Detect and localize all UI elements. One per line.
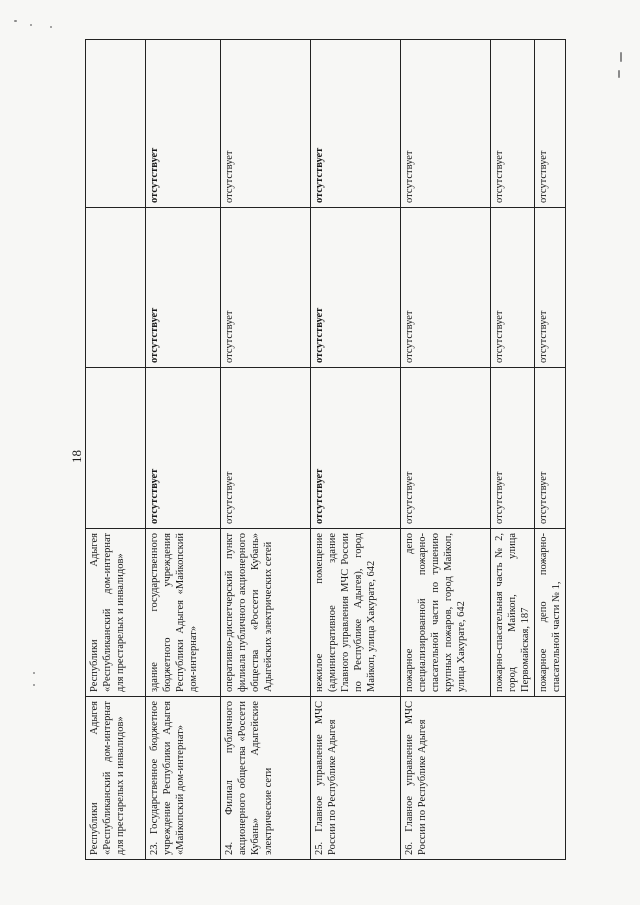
table-cell-owner: 26. Главное управление МЧС России по Республике Адыгея (401, 697, 566, 860)
scan-speck (14, 20, 17, 22)
table-cell-c5: отсутствует (491, 40, 535, 208)
page-number: 18 (69, 450, 84, 463)
table-cell-object: оперативно-диспетчерский пункт филиала публичного акционерного общества «Россети Кубань» Адыгейских электрических сетей (221, 529, 311, 697)
scan-speck (618, 70, 620, 78)
scan-speck (33, 672, 35, 674)
table-cell-c3: отсутствует (491, 368, 535, 529)
table-cell-c4: отсутствует (491, 208, 535, 368)
document-table (85, 39, 566, 860)
table-cell-c5 (86, 40, 146, 208)
table-row (311, 40, 401, 860)
table-cell-c5: отсутствует (221, 40, 311, 208)
table-cell-owner: 23. Государственное бюджетное учреждение Республики Адыгея «Майкопский дом-интернат» (146, 697, 221, 860)
scan-speck (620, 52, 622, 62)
table-cell-c4 (86, 208, 146, 368)
table-cell-c5: отсутствует (401, 40, 491, 208)
table-cell-c3: отсутствует (146, 368, 221, 529)
table-cell-object: пожарное депо специализированной пожарно-спасательной части по тушению крупных пожаров, город Майкоп, улица Хакурате, 642 (401, 529, 491, 697)
table-cell-c5: отсутствует (535, 40, 566, 208)
scan-speck (33, 684, 35, 686)
table-cell-owner: 24. Филиал публичного акционерного общества «Россети Кубань» Адыгейские электрические сети (221, 697, 311, 860)
table-cell-c4: отсутствует (535, 208, 566, 368)
table-cell-c4: отсутствует (311, 208, 401, 368)
table-row (221, 40, 311, 860)
table-cell-owner: Республики Адыгея «Республиканский дом-интернат для престарелых и инвалидов» (86, 697, 146, 860)
table-cell-c4: отсутствует (221, 208, 311, 368)
table-cell-c5: отсутствует (146, 40, 221, 208)
table-row (401, 40, 491, 860)
table-cell-object: Республики Адыгея «Республиканский дом-интернат для престарелых и инвалидов» (86, 529, 146, 697)
table-cell-c3: отсутствует (401, 368, 491, 529)
table-cell-owner: 25. Главное управление МЧС России по Республике Адыгея (311, 697, 401, 860)
table-cell-object: здание государственного бюджетного учреждения Республики Адыгея «Майкопский дом-интернат» (146, 529, 221, 697)
table-cell-c4: отсутствует (401, 208, 491, 368)
scan-speck (50, 26, 52, 28)
table-cell-object: пожарно-спасательная часть № 2, город Майкоп, улица Первомайская, 187 (491, 529, 535, 697)
table-cell-c3: отсутствует (311, 368, 401, 529)
table-row (146, 40, 221, 860)
table-cell-c3 (86, 368, 146, 529)
table-cell-object: нежилое помещение (административное здание Главного управления МЧС России по Республике Адыгея), город Майкоп, улица Хакурате, 642 (311, 529, 401, 697)
table-row (86, 40, 146, 860)
table-cell-c5: отсутствует (311, 40, 401, 208)
table-cell-object: пожарное депо пожарно-спасательной части № 1, (535, 529, 566, 697)
table-cell-c3: отсутствует (535, 368, 566, 529)
scan-speck (30, 24, 32, 26)
table-cell-c4: отсутствует (146, 208, 221, 368)
table-cell-c3: отсутствует (221, 368, 311, 529)
document-table-container (85, 40, 562, 860)
